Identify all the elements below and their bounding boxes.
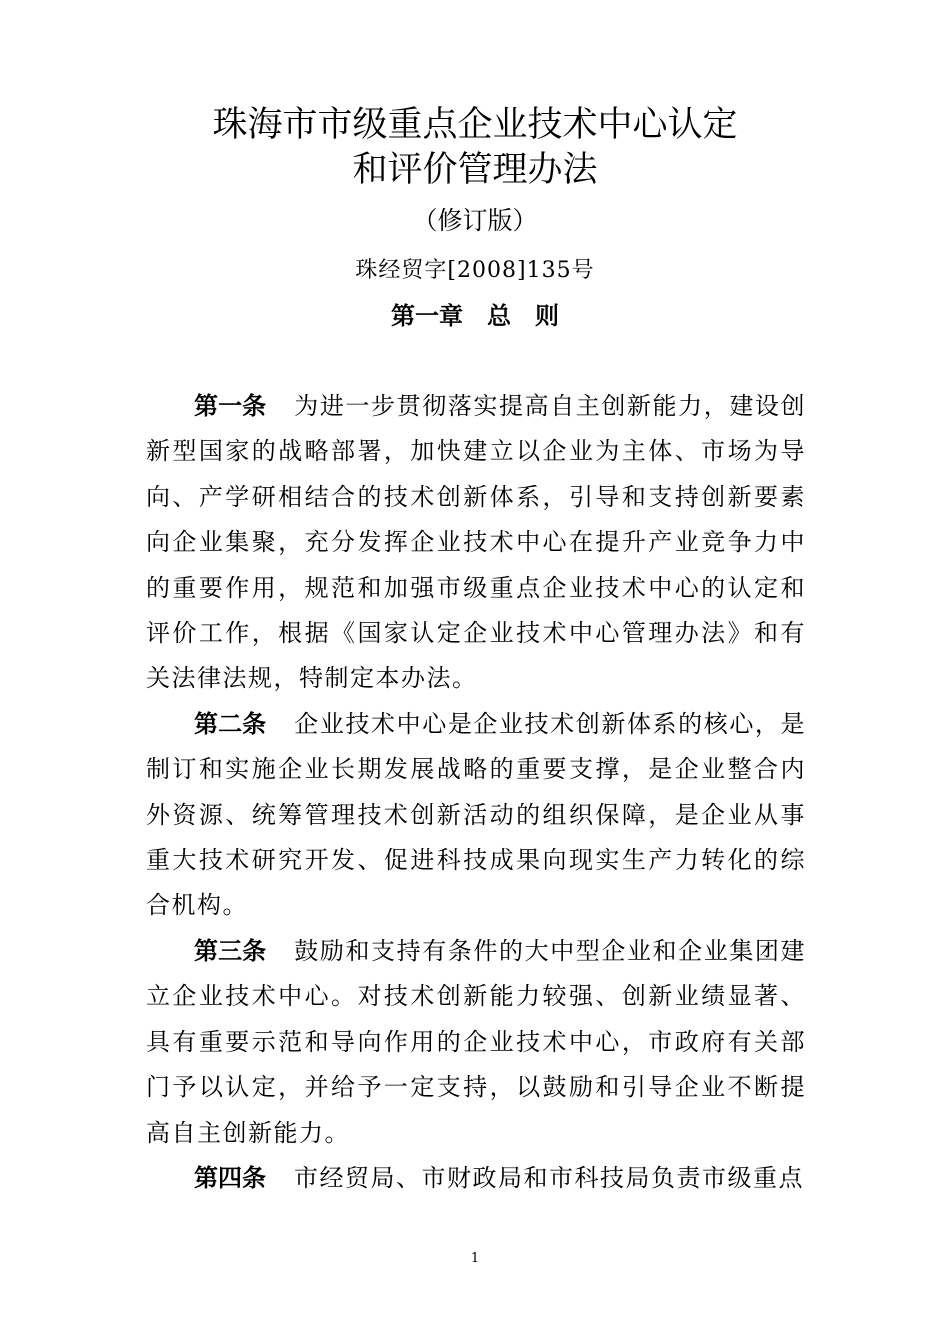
article-4-text: 市经贸局、市财政局和市科技局负责市级重点 — [294, 1163, 804, 1192]
article-3-heading: 第三条 — [194, 936, 267, 965]
article-1-text: 为进一步贯彻落实提高自主创新能力，建设创新型国家的战略部署，加快建立以企业为主体、市场为导向、产学研相结合的技术创新体系，引导和支持创新要素向企业集聚，充分发挥企业技术中心在提升产业竞争力中的重要作用，规范和加强市级重点企业技术中心的认定和评价工作，根据《国家认定企业技术中心管理办法》和有关法律法规，特制定本办法。 — [146, 392, 807, 693]
revision-label: （修订版） — [412, 206, 538, 235]
page-number: 1 — [470, 1251, 480, 1266]
document-number: 珠经贸字[2008]135号 — [355, 258, 595, 283]
document-title-line2: 和评价管理办法 — [352, 150, 598, 190]
article-2-text: 企业技术中心是企业技术创新体系的核心，是制订和实施企业长期发展战略的重要支撑，是企业整合内外资源、统筹管理技术创新活动的组织保障，是企业从事重大技术研究开发、促进科技成果向现实生产力转化的综合机构。 — [146, 709, 807, 920]
article-1-heading: 第一条 — [194, 392, 267, 420]
chapter-title: 第一章 总 则 — [391, 302, 559, 330]
article-3-text: 鼓励和支持有条件的大中型企业和企业集团建立企业技术中心。对技术创新能力较强、创新业绩显著、具有重要示范和导向作用的企业技术中心，市政府有关部门予以认定，并给予一定支持，以鼓励和引导企业不断提高自主创新能力。 — [146, 936, 807, 1147]
article-4-heading: 第四条 — [194, 1163, 266, 1192]
document-body — [146, 384, 806, 1201]
article-3 — [146, 929, 806, 1156]
article-2 — [146, 702, 806, 929]
article-1 — [146, 384, 806, 702]
article-4 — [146, 1156, 806, 1201]
document-title-line1: 珠海市市级重点企业技术中心认定 — [212, 105, 738, 145]
article-2-heading: 第二条 — [194, 709, 267, 738]
